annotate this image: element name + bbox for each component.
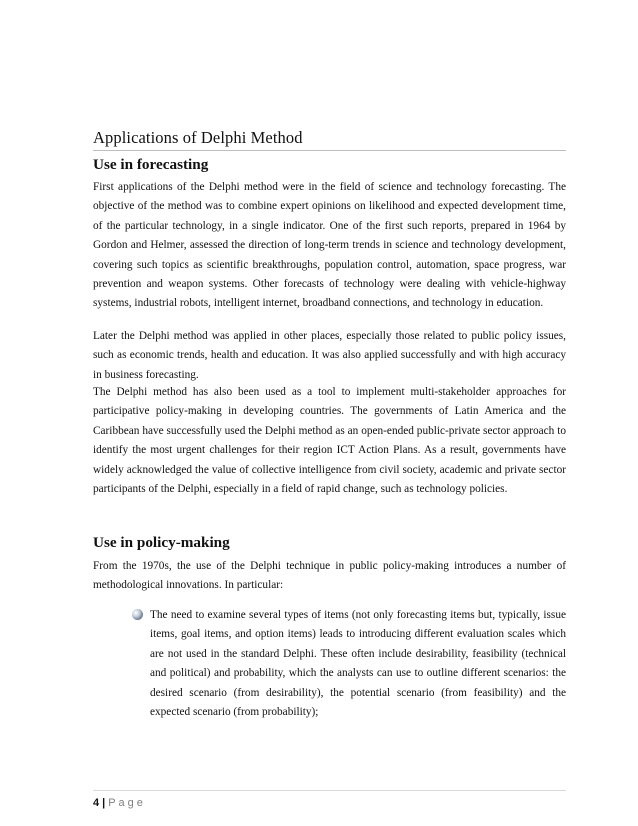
title-underline bbox=[93, 150, 566, 151]
chapter-title: Applications of Delphi Method bbox=[93, 128, 303, 147]
paragraph-policy-intro: From the 1970s, the use of the Delphi technique in public policy-making introduces a number of methodological innovations. In particular: bbox=[93, 560, 566, 592]
section-heading-forecasting: Use in forecasting bbox=[93, 156, 209, 173]
page-label: Page bbox=[108, 797, 146, 809]
page-footer bbox=[93, 796, 146, 810]
paragraph-forecasting-2: Later the Delphi method was applied in other places, especially those related to public policy issues, such as economic trends, health and education. It was also applied successfully and with high accuracy in business forecasting. bbox=[93, 330, 566, 381]
list-item-text: The need to examine several types of items (not only forecasting items but, typically, issue items, goal items, and option items) leads to introducing different evaluation scales which are not used in the standard Delphi. These often include desirability, feasibility (technical and political) and probability, which the analysts can use to outline different scenarios: the desired scenario (from desirability), the potential scenario (from feasibility) and the expected scenario (from probability); bbox=[150, 609, 566, 719]
footer-separator: | bbox=[102, 797, 106, 809]
page-number: 4 bbox=[93, 797, 100, 809]
globe-bullet-icon bbox=[132, 609, 143, 620]
paragraph-forecasting-1: First applications of the Delphi method were in the field of science and technology forecasting. The objective of the method was to combine expert opinions on likelihood and expected development time, of the particular technology, in a single indicator. One of the first such reports, prepared in 1964 by Gordon and Helmer, assessed the direction of long-term trends in science and technology development, covering such topics as scientific breakthroughs, population control, automation, space progress, war prevention and weapon systems. Other forecasts of technology were dealing with vehicle-highway systems, industrial robots, intelligent internet, broadband connections, and technology in education. bbox=[93, 181, 566, 310]
paragraph-forecasting-3: The Delphi method has also been used as a tool to implement multi-stakeholder approaches for participative policy-making in developing countries. The governments of Latin America and the Caribbean have successfully used the Delphi method as an open-ended public-private sector approach to identify the most urgent challenges for their region ICT Action Plans. As a result, governments have widely acknowledged the value of collective intelligence from civil society, academic and private sector participants of the Delphi, especially in a field of rapid change, such as technology policies. bbox=[93, 386, 566, 496]
section-heading-policy-making: Use in policy-making bbox=[93, 534, 230, 551]
footer-divider bbox=[93, 790, 566, 791]
